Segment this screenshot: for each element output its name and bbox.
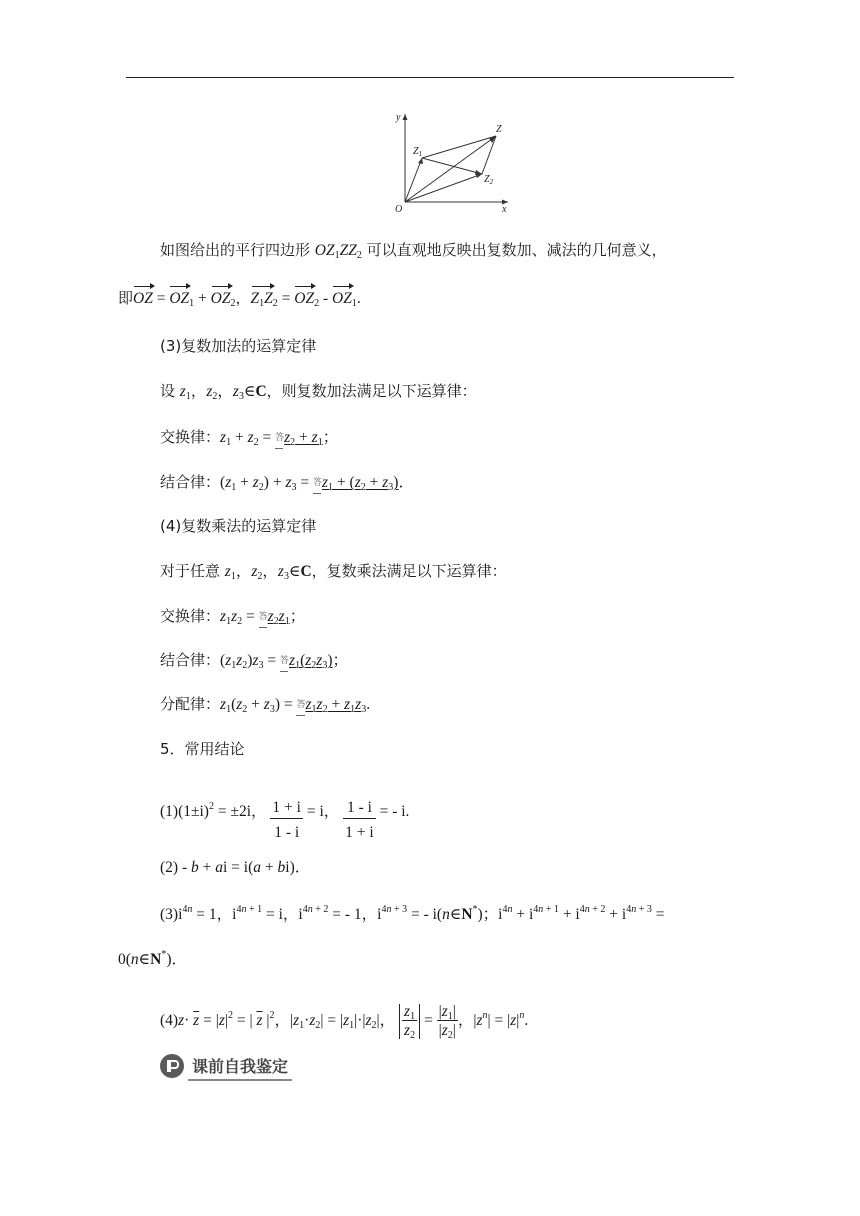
multiplication-commutative: 交换律：$z_1z_2$ = 答$z_2z_1$；	[160, 607, 306, 627]
parallelogram-figure	[388, 108, 512, 216]
addition-commutative: 交换律：$z_1 + z_2$ = 答$z_2 + z_1$；	[160, 428, 339, 448]
answer-add-associative: $z_1 + (z_2 + z_3)$	[322, 474, 399, 493]
edge-z2z	[482, 136, 496, 174]
answer-mul-distributive: $z_1z_2 + z_1z_3$	[305, 696, 367, 715]
paragraph-parallelogram: 如图给出的平行四边形 $OZ_1ZZ_2$ 可以直观地反映出复数加、减法的几何意义，	[160, 241, 667, 261]
badge-icon	[160, 1054, 184, 1078]
multiplication-associative: 结合律：$(z_1z_2)z_3$ = 答$z_1(z_2z_3)$；	[160, 651, 349, 671]
conclusion-3: $(3)i^{4n} = 1$，$i^{4n + 1} = i$，$i^{4n + 2}$ = - 1，$i^{4n + 3}$ = - i(n∈N*)；$i^{4n} + i^{4n + 1} + i^{4n + 2} + i^{4n + 3}$ =	[160, 904, 665, 923]
fraction-2: $\frac{1 - i}{1 + i}$	[345, 799, 374, 841]
header-rule	[126, 77, 734, 78]
multiplication-distributive: 分配律：$z_1(z_2 + z_3)$ = 答$z_1z_2 + z_1z_3$.	[160, 695, 371, 715]
conclusion-4: $(4)z\cdot \overline{z} = |z|^2$ = | $\overline{z}$ $|^2$，$|z_1\cdot z_2| = |z_1|\cdot|z_2|$， $\frac{z_1}{z_2}$ = $\frac{|z_1|}{|z_2|}$ ，$|z^n| = |z|^n$.	[160, 1003, 529, 1041]
addition-associative: 结合律：$(z_1 + z_2) + z_3$ = 答$z_1 + (z_2 + z_3)$．	[160, 473, 414, 493]
answer-add-commutative: $z_2 + z_1$	[284, 429, 323, 448]
y-label: y	[396, 112, 401, 123]
addition-setup: 设 $z_1$，$z_2$，$z_3\in C$，则复数加法满足以下运算律：	[160, 382, 477, 402]
vector-oz2	[405, 174, 482, 202]
vector-equations: 即OZ = $OZ_1 + OZ_2$，$Z_1Z_2 = OZ_2 - OZ_1$.	[118, 289, 361, 309]
badge-label: 课前自我鉴定	[188, 1052, 292, 1081]
multiplication-setup: 对于任意 $z_1$，$z_2$，$z_3\in C$，复数乘法满足以下运算律：	[160, 562, 507, 582]
z1-label: $Z_1$	[413, 146, 423, 158]
conclusion-3-cont: 0(n∈N*)．	[118, 949, 188, 968]
heading-multiplication-laws: (4)复数乘法的运算定律	[160, 517, 317, 535]
heading-common-conclusions: 5．常用结论	[160, 740, 245, 758]
z-label: Z	[496, 124, 502, 135]
x-label: x	[502, 204, 507, 215]
conclusion-2: (2) - b + ai = i(a + bi)．	[160, 859, 311, 876]
origin-label: O	[395, 204, 403, 215]
z2-label: $Z_2$	[484, 174, 494, 186]
conclusion-1: $(1)(1\pm i)^2 = \pm 2i$， $\frac{1 + i}{1 - i}$ = i， $\frac{1 - i}{1 + i}$ = - i.	[160, 799, 410, 841]
section-badge	[160, 1052, 292, 1080]
answer-mul-commutative: $z_2z_1$	[267, 608, 290, 627]
heading-addition-laws: (3)复数加法的运算定律	[160, 337, 317, 355]
edge-z1z	[422, 136, 496, 158]
fraction-1: $\frac{1 + i}{1 - i}$	[272, 799, 301, 841]
vector-z1z2	[422, 158, 482, 174]
vector-oz	[405, 136, 496, 202]
answer-mul-associative: $z_1(z_2z_3)$	[289, 652, 333, 671]
